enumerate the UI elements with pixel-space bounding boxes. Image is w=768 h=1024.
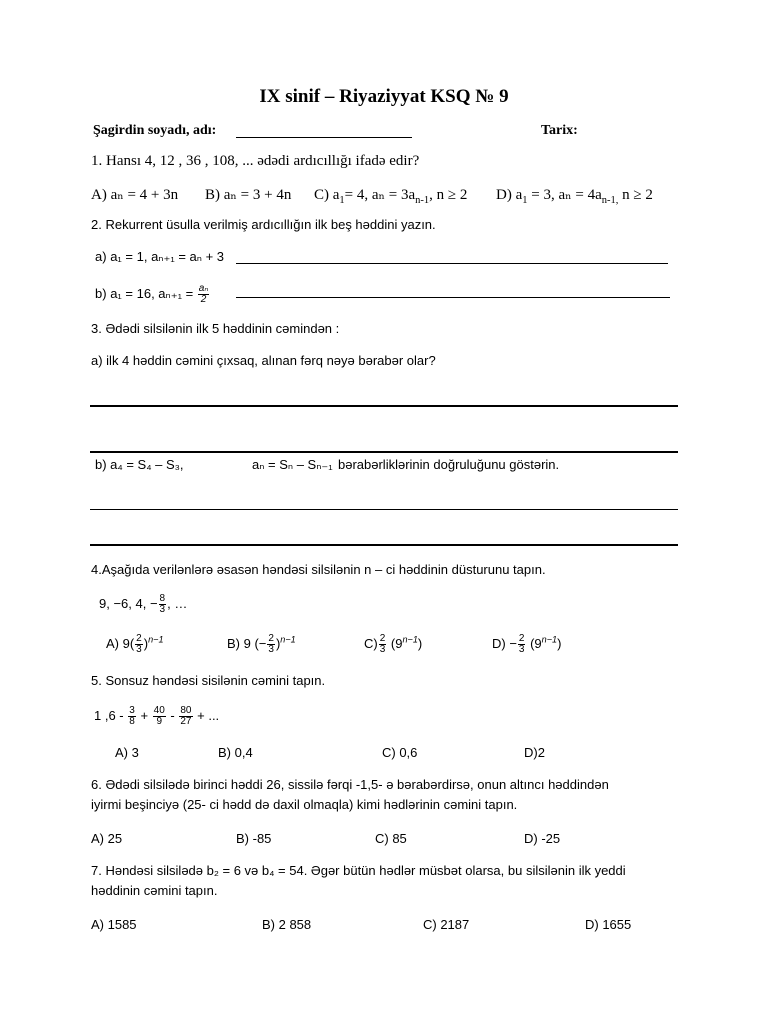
q5-series: 1 ,6 - $\frac{3}{8}$ + $\frac{40}{9}$ - $\frac{80}{27}$ + ... bbox=[94, 705, 220, 727]
q1-option-b: B) aₙ = 3 + 4n bbox=[205, 187, 292, 203]
date-label: Tarix: bbox=[541, 123, 578, 138]
q7-option-d: D) 1655 bbox=[585, 917, 632, 932]
q4-option-c: C) $\frac{2}{3}$ $(9^{n-1})$ bbox=[364, 633, 423, 655]
q3b-left: b) a₄ = S₄ – S₃, bbox=[95, 457, 184, 472]
q4-option-d: D) − $\frac{2}{3}$ $(9^{n-1})$ bbox=[492, 633, 562, 655]
q3b-right: bərabərliklərinin doğruluğunu göstərin. bbox=[338, 457, 560, 472]
q2b-answer-line[interactable] bbox=[236, 297, 670, 298]
q3b-answer-line-1[interactable] bbox=[90, 509, 678, 510]
page-title: IX sinif – Riyaziyyat KSQ № 9 bbox=[259, 86, 509, 107]
q5-option-c: C) 0,6 bbox=[382, 745, 418, 760]
q1-option-a: A) aₙ = 4 + 3n bbox=[91, 187, 179, 203]
q2b-formula: b) a₁ = 16, aₙ₊₁ = $\frac{\text{aₙ}}{2}$ bbox=[95, 283, 209, 305]
q2a-answer-line[interactable] bbox=[236, 263, 668, 264]
q3a-answer-line-2[interactable] bbox=[90, 451, 678, 453]
name-label: Şagirdin soyadı, adı: bbox=[93, 123, 217, 138]
q3b-answer-line-2[interactable] bbox=[90, 544, 678, 546]
q1-text: 1. Hansı 4, 12 , 36 , 108, ... ədədi ardıcıllığı ifadə edir? bbox=[91, 153, 420, 169]
q7-option-b: B) 2 858 bbox=[262, 917, 312, 932]
q5-option-a: A) 3 bbox=[115, 745, 139, 760]
q1-option-d: D) $a_1 = 3$, $a_n = 4a_{n-1,}$ n ≥ 2 bbox=[496, 187, 653, 206]
q5-option-b: B) 0,4 bbox=[218, 745, 253, 760]
q4-text: 4.Aşağıda verilənlərə əsasən həndəsi silsilənin n – ci həddinin düsturunu tapın. bbox=[91, 562, 546, 577]
q2-text: 2. Rekurrent üsulla verilmiş ardıcıllığın ilk beş həddini yazın. bbox=[91, 217, 436, 232]
q6-option-a: A) 25 bbox=[91, 831, 123, 846]
q3-text: 3. Ədədi silsilənin ilk 5 həddinin cəmindən : bbox=[91, 321, 340, 336]
q7-text-line2: həddinin cəmini tapın. bbox=[91, 883, 218, 898]
q4-option-b: B) 9 (− $\frac{2}{3}$ )$^{n-1}$ bbox=[227, 633, 296, 655]
q7-option-c: C) 2187 bbox=[423, 917, 470, 932]
q5-text: 5. Sonsuz həndəsi sisilənin cəmini tapın. bbox=[91, 673, 326, 688]
q5-option-d: D)2 bbox=[524, 745, 545, 760]
q6-option-c: C) 85 bbox=[375, 831, 407, 846]
q3a-answer-line-1[interactable] bbox=[90, 405, 678, 407]
q6-option-d: D) -25 bbox=[524, 831, 561, 846]
q3a-text: a) ilk 4 həddin cəmini çıxsaq, alınan fərq nəyə bərabər olar? bbox=[91, 353, 436, 368]
q6-text-line1: 6. Ədədi silsilədə birinci həddi 26, sissilə fərqi -1,5- ə bərabərdirsə, onun altıncı həddindən bbox=[91, 777, 609, 792]
q2b-fraction: $\frac{\text{aₙ}}{2}$ bbox=[198, 283, 209, 305]
q7-text-line1: 7. Həndəsi silsilədə b₂ = 6 və b₄ = 54. Əgər bütün hədlər müsbət olarsa, bu silsilənin ilk yeddi bbox=[91, 863, 626, 878]
q6-text-line2: iyirmi beşinciyə (25- ci hədd də daxil olmaqla) kimi hədlərinin cəmini tapın. bbox=[91, 797, 518, 812]
name-field[interactable] bbox=[236, 137, 412, 138]
q1-option-c: C) $a_1= 4$, $a_n = 3a_{n-1}$, n ≥ 2 bbox=[314, 187, 468, 206]
q4-option-a: A) 9( $\frac{2}{3}$ )$^{n-1}$ bbox=[106, 633, 164, 655]
q4-sequence: 9, −6, 4, − $\frac{8}{3}$ , … bbox=[99, 593, 188, 615]
q7-option-a: A) 1585 bbox=[91, 917, 137, 932]
q2a-formula: a) a₁ = 1, aₙ₊₁ = aₙ + 3 bbox=[95, 249, 225, 264]
q3b-mid: aₙ = Sₙ – Sₙ₋₁ bbox=[252, 457, 333, 472]
q6-option-b: B) -85 bbox=[236, 831, 272, 846]
